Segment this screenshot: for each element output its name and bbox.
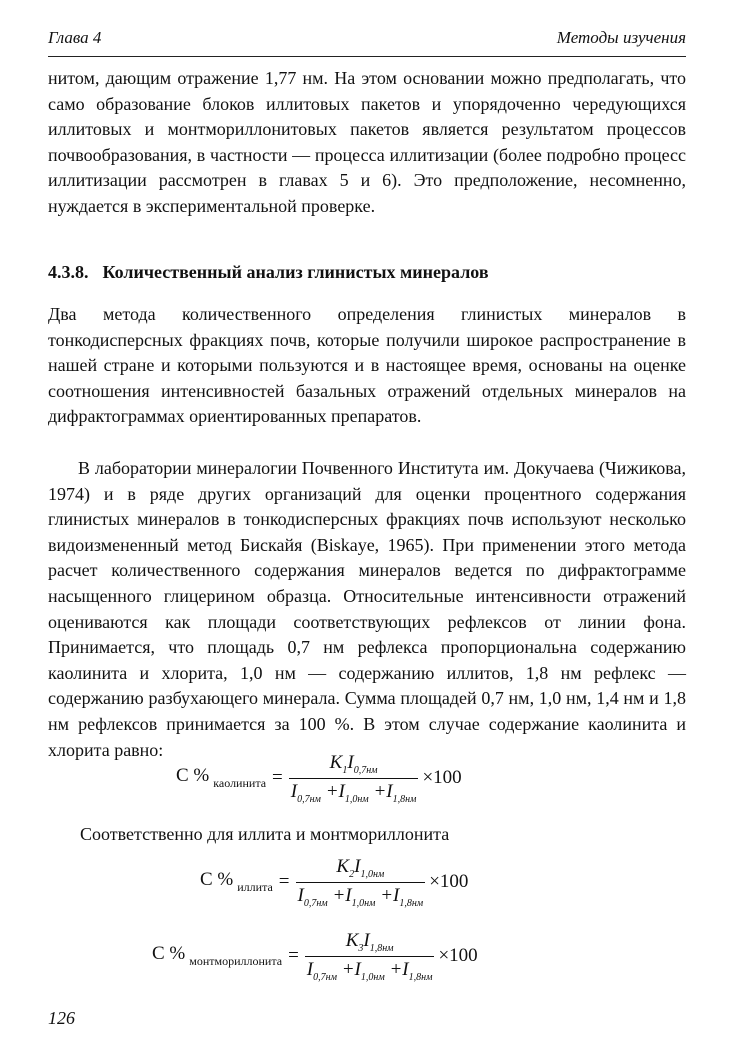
running-header-chapter: Глава 4: [48, 28, 102, 47]
fraction-numerator: $K_1I_{0,7нм}$: [329, 752, 378, 776]
header-rule: [48, 56, 686, 57]
fraction-denominator: $I_{0,7нм} +I_{1,0нм} +I_{1,8нм}$: [306, 958, 433, 983]
formula-lhs: С % $_{иллита}$: [200, 869, 273, 895]
formula-montmorillonite: С % $_{монтмориллонита}$ = $\frac{K_3I_{1,8нм}}{I_{0,7нм} +I_{1,0нм} +I_{1,8нм}}$ ×100: [152, 930, 478, 983]
paragraph-biskaye: В лаборатории минералогии Почвенного Института им. Докучаева (Чижикова, 1974) и в ряде других организаций для оценки процентного содержания глинистых минералов в тонкодисперсных фракциях почв используют несколько видоизмененный метод Бискайя (Biskaye, 1965). При применении этого метода расчет количественного содержания минералов ведется по дифрактограмме насыщенного глицерином образца. Относительные интенсивности отражений оцениваются как площади соответствующих рефлексов от линии фона. Принимается, что площадь 0,7 нм рефлекса пропорциональна содержанию каолинита и хлорита, 1,0 нм — содержанию иллитов, 1,8 нм рефлекс — содержанию разбухающего минерала. Сумма площадей 0,7 нм, 1,0 нм, 1,4 нм и 1,8 нм рефлексов принимается за 100 %. В этом случае содержание каолинита и хлорита равно:: [48, 458, 686, 760]
fraction: [305, 930, 435, 983]
fraction: [289, 752, 419, 805]
paragraph-methods: Два метода количественного определения глинистых минералов в тонкодисперсных фракциях почв, которые получили широкое распространение в нашей стране и которыми пользуются и в настоящее время, основаны на оценке соотношения интенсивностей базальных отражений отдельных минералов на дифрактограммах ориентированных препаратов.: [48, 304, 686, 427]
fraction-denominator: $I_{0,7нм} +I_{1,0нм} +I_{1,8нм}$: [297, 884, 424, 909]
formula-illite: С % $_{иллита}$ = $\frac{K_2I_{1,0нм}}{I_{0,7нм} +I_{1,0нм} +I_{1,8нм}}$ ×100: [200, 856, 469, 909]
formula-lhs: С % $_{монтмориллонита}$: [152, 943, 283, 969]
transition-line: Соответственно для иллита и монтмориллонита: [80, 824, 450, 844]
fraction-denominator: $I_{0,7нм} +I_{1,0нм} +I_{1,8нм}$: [290, 780, 417, 805]
formula-lhs: С % $_{каолинита}$: [176, 765, 267, 791]
fraction-bar: [305, 956, 435, 957]
section-title: Количественный анализ глинистых минералов: [102, 262, 489, 282]
section-heading: [48, 262, 489, 283]
paragraph-continued: нитом, дающим отражение 1,77 нм. На этом основании можно предполагать, что само образование блоков иллитовых пакетов и упорядоченно чередующихся иллитовых и монтмориллонитовых пакетов является результатом процессов почвообразования, в частности — процесса иллитизации (более подробно процесс иллитизации рассмотрен в главах 5 и 6). Это предположение, несомненно, нуждается в экспериментальной проверке.: [48, 68, 686, 216]
fraction-numerator: $K_3I_{1,8нм}$: [345, 930, 394, 954]
section-number: 4.3.8.: [48, 262, 89, 282]
formula-kaolinite: С % $_{каолинита}$ = $\frac{K_1I_{0,7нм}}{I_{0,7нм} +I_{1,0нм} +I_{1,8нм}}$ ×100: [176, 752, 462, 805]
fraction: [296, 856, 426, 909]
fraction-bar: [296, 882, 426, 883]
fraction-bar: [289, 778, 419, 779]
page-number: 126: [48, 1008, 75, 1028]
fraction-numerator: $K_2I_{1,0нм}$: [336, 856, 385, 880]
running-header-title: Методы изучения: [556, 28, 686, 47]
